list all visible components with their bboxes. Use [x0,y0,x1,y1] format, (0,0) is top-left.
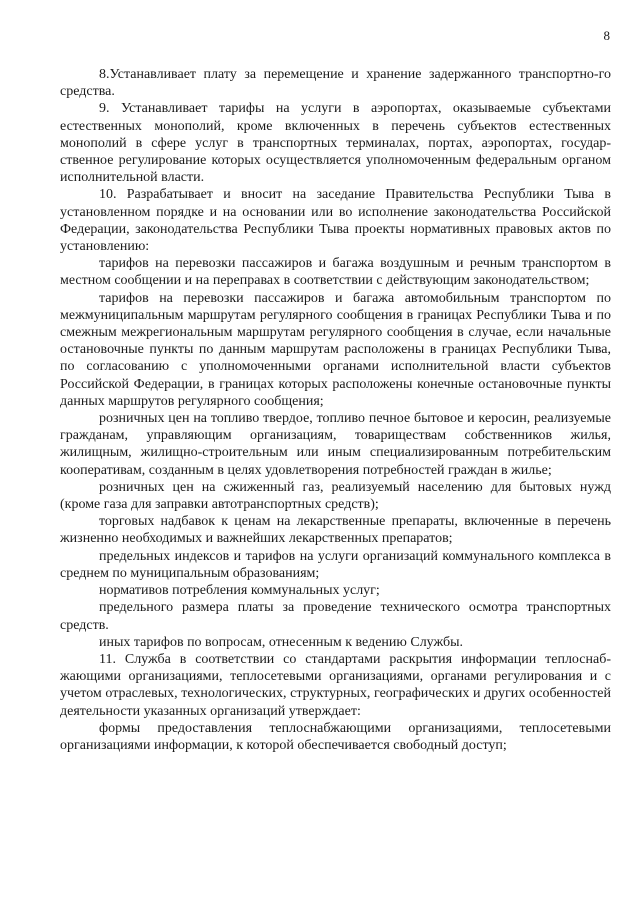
paragraph-item-9: 9. Устанавливает тарифы на услуги в аэропортах, оказываемые субъектами естественных монополий, кроме включенных в перечень субъектов естественных монополий в сфере услуг в транспортных терминалах, портах, аэропортах, государ-ственное регулирование которых осуществляется уполномоченным федеральным органом исполнительной власти. [60,101,611,186]
paragraph-fuel-prices: розничных цен на топливо твердое, топливо печное бытовое и керосин, реализуемые гражданам, управляющим организациям, товариществам собственников жилья, жилищным, жилищно-строительным или иным специализированным потребительским кооперативам, созданным в целях удовлетворения потребностей граждан в жилье; [60,411,611,478]
paragraph-item-8: 8.Устанавливает плату за перемещение и хранение задержанного транспортно-го средства. [60,67,611,100]
paragraph-other-tariffs: иных тарифов по вопросам, отнесенным к ведению Службы. [99,634,464,650]
paragraph-tariffs-road: тарифов на перевозки пассажиров и багажа автомобильным транспортом по межмуниципальным маршрутам регулярного сообщения в границах Республики Тыва и по смежным межрегиональным маршрутам регулярного сообщения в случае, если начальные остановочные пункты по данным маршрутам расположены в границах Республики Тыва, по согласованию с уполномоченными органами исполнительной власти субъектов Российской Федерации, в границах которых расположены конечные остановочные пункты данных маршрутов регулярного сообщения; [60,290,611,409]
paragraph-disclosure-forms: формы предоставления теплоснабжающими организациями, теплосетевыми организациями информации, к которой обеспечивается свободный доступ; [60,720,611,753]
document-body [60,66,611,754]
paragraph-gas-prices: розничных цен на сжиженный газ, реализуемый населению для бытовых нужд (кроме газа для заправки автотранспортных средств); [60,479,611,513]
paragraph-item-11: 11. Служба в соответствии со стандартами раскрытия информации теплоснаб-жающими организациями, теплосетевыми организациями, органами регулирования и с учетом отраслевых, технологических, структурных, географических и других особенностей деятельности указанных организаций утверждает: [60,651,611,719]
paragraph-consumption-norms: нормативов потребления коммунальных услуг; [99,583,380,599]
paragraph-tariffs-air-river: тарифов на перевозки пассажиров и багажа воздушным и речным транспортом в местном сообщении и на переправах в соответствии с действующим законодательством; [60,256,611,289]
paragraph-inspection-fee: предельного размера платы за проведение технического осмотра транспортных средств. [60,600,611,633]
paragraph-drug-markups: торговых надбавок к ценам на лекарственные препараты, включенные в перечень жизненно необходимых и важнейших лекарственных препаратов; [60,514,611,547]
paragraph-item-10: 10. Разрабатывает и вносит на заседание Правительства Республики Тыва в установленном порядке и на основании или во исполнение законодательства Российской Федерации, законодательства Республики Тыва проекты нормативных правовых актов по установлению: [60,187,611,255]
paragraph-utility-indices: предельных индексов и тарифов на услуги организаций коммунального комплекса в среднем по муниципальным образованиям; [60,548,611,581]
page-number: 8 [603,28,610,43]
